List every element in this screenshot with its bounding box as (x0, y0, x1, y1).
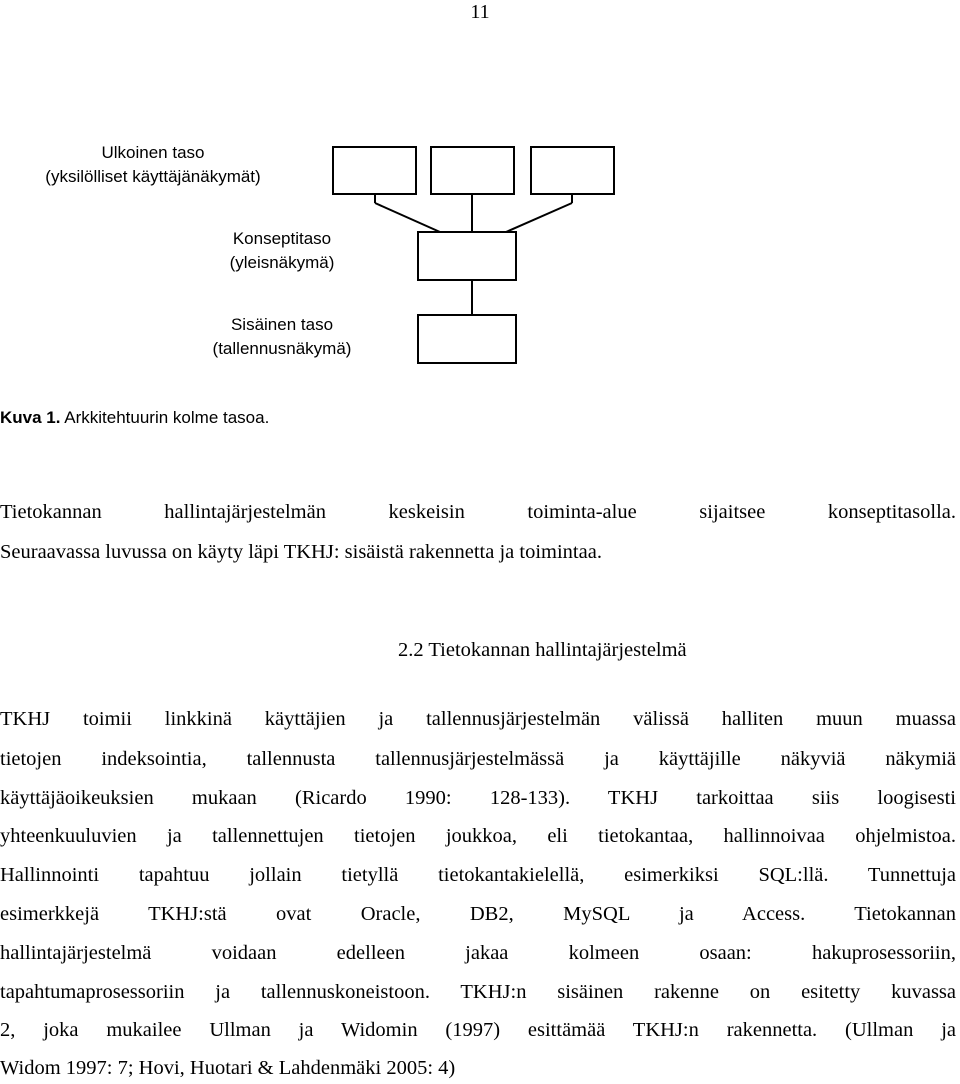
caption-label: Kuva 1. (0, 408, 61, 427)
figure-caption (0, 406, 269, 430)
intro-line-2: Seuraavassa luvussa on käyty läpi TKHJ: sisäistä rakennetta ja toimintaa. (0, 541, 602, 563)
connector-line (375, 203, 440, 232)
internal-view-box (418, 315, 516, 363)
body-line-3: käyttäjäoikeuksien mukaan (Ricardo 1990: 128-133). TKHJ tarkoittaa siis loogisesti (0, 787, 956, 809)
level-description: (yleisnäkymä) (229, 253, 335, 272)
body-line-10: Widom 1997: 7; Hovi, Huotari & Lahdenmäki 2005: 4) (0, 1057, 456, 1079)
body-line-1: TKHJ toimii linkkinä käyttäjien ja tallennusjärjestelmän välissä halliten muun muassa (0, 708, 956, 730)
connector-line (506, 203, 572, 232)
external-view-box-2 (431, 147, 514, 194)
body-line-9: 2, joka mukailee Ullman ja Widomin (1997) esittämää TKHJ:n rakennetta. (Ullman ja (0, 1019, 956, 1041)
body-line-5: Hallinnointi tapahtuu jollain tietyllä tietokantakielellä, esimerkiksi SQL:llä. Tunnettuja (0, 864, 956, 886)
body-line-8: tapahtumaprosessoriin ja tallennuskoneistoon. TKHJ:n sisäinen rakenne on esitetty kuvassa (0, 981, 956, 1003)
external-level-label (0, 141, 306, 189)
internal-level-label (182, 313, 382, 361)
architecture-diagram-graphic (0, 0, 960, 400)
conceptual-view-box (418, 232, 516, 280)
level-name: Sisäinen taso (230, 315, 334, 334)
level-name: Konseptitaso (232, 229, 332, 248)
body-line-6: esimerkkejä TKHJ:stä ovat Oracle, DB2, MySQL ja Access. Tietokannan (0, 903, 956, 925)
intro-line-1: Tietokannan hallintajärjestelmän keskeisin toiminta-alue sijaitsee konseptitasolla. (0, 501, 956, 523)
caption-text: Arkkitehtuurin kolme tasoa. (60, 408, 270, 427)
external-view-box-3 (531, 147, 614, 194)
section-heading: 2.2 Tietokannan hallintajärjestelmä (398, 639, 687, 661)
body-line-2: tietojen indeksointia, tallennusta tallennusjärjestelmässä ja käyttäjille näkyviä näkymiä (0, 748, 956, 770)
page-number: 11 (470, 1, 490, 23)
body-line-7: hallintajärjestelmä voidaan edelleen jakaa kolmeen osaan: hakuprosessoriin, (0, 942, 956, 964)
level-description: (yksilölliset käyttäjänäkymät) (45, 167, 261, 186)
external-view-box-1 (333, 147, 416, 194)
body-line-4: yhteenkuuluvien ja tallennettujen tietojen joukkoa, eli tietokantaa, hallinnoivaa ohjelmistoa. (0, 825, 956, 847)
level-name: Ulkoinen taso (101, 143, 205, 162)
conceptual-level-label (182, 227, 382, 275)
level-description: (tallennusnäkymä) (212, 339, 352, 358)
